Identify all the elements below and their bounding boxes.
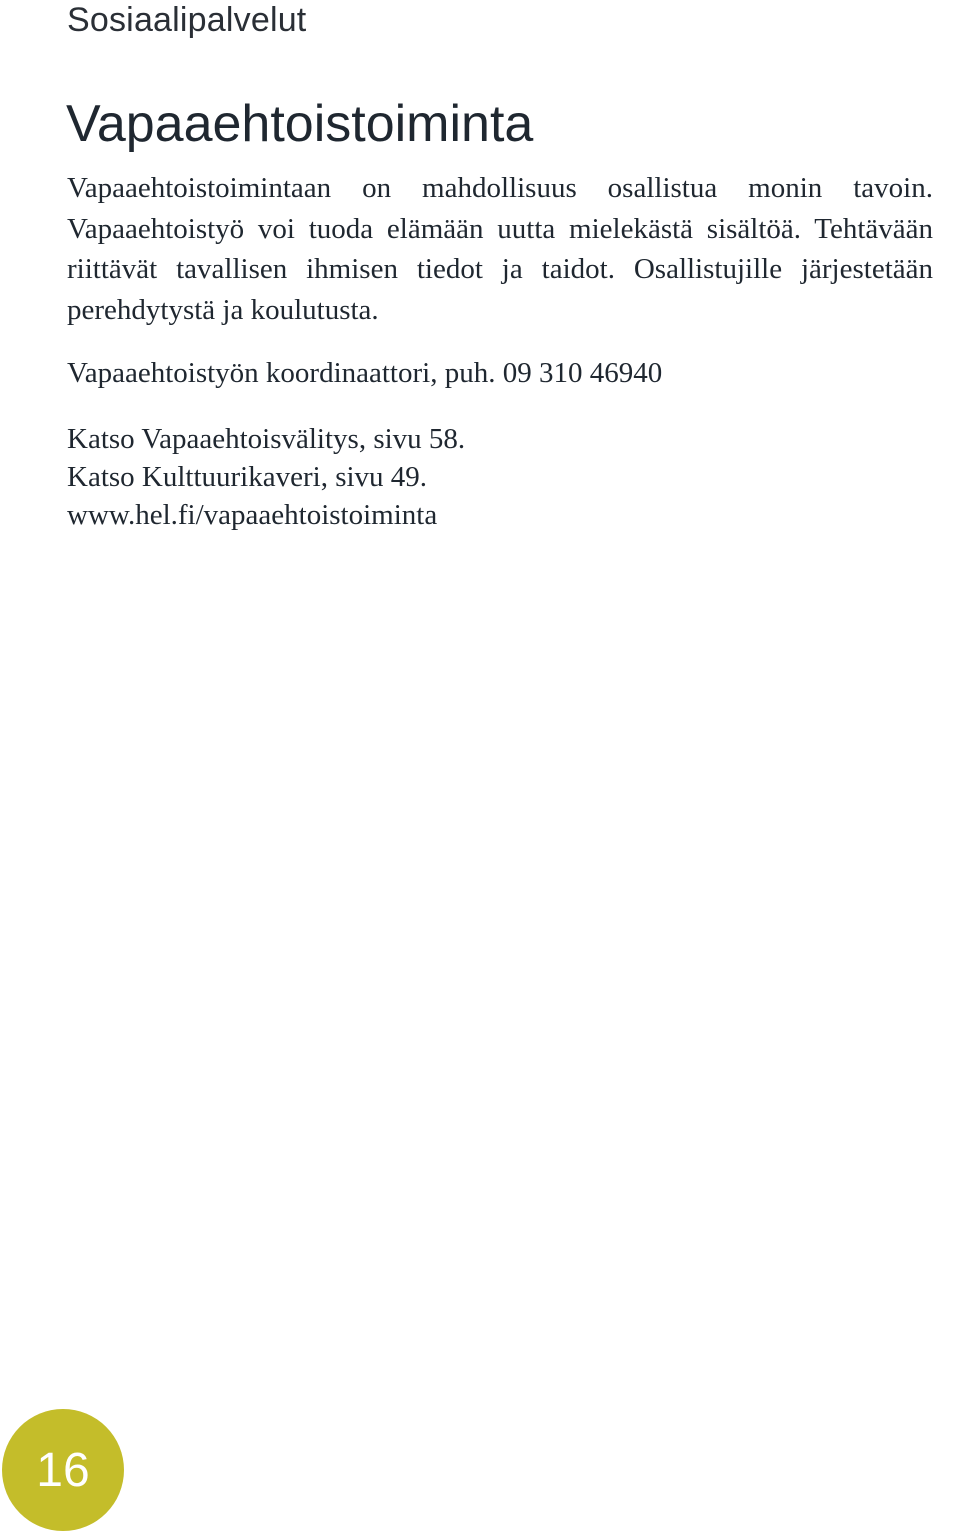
contact-line: Vapaaehtoistyön koordinaattori, puh. 09 310 46940 <box>67 357 663 389</box>
references-block <box>67 420 933 534</box>
section-label: Sosiaalipalvelut <box>67 1 307 39</box>
website-link[interactable]: www.hel.fi/vapaaehtoistoiminta <box>67 499 438 531</box>
intro-paragraph: Vapaaehtoistoimintaan on mahdollisuus osallistua monin tavoin. Vapaaehtoistyö voi tuoda elämään uutta mielekästä sisältöä. Tehtävään riittävät tavallisen ihmisen tiedot ja taidot. Osallistujille järjestetään perehdytystä ja koulutusta. <box>67 172 933 326</box>
page-number-badge <box>2 1409 124 1531</box>
reference-kulttuurikaveri: Katso Kulttuurikaveri, sivu 49. <box>67 461 428 493</box>
page-number: 16 <box>36 1444 90 1497</box>
page-title: Vapaaehtoistoiminta <box>66 95 534 153</box>
reference-vapaaehtoisvalitys: Katso Vapaaehtoisvälitys, sivu 58. <box>67 423 466 455</box>
